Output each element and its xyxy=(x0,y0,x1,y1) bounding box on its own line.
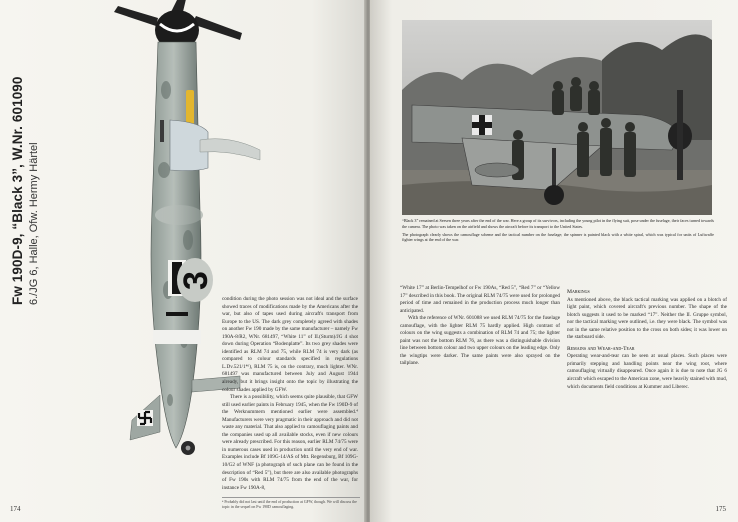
profile-caption xyxy=(10,75,50,305)
left-page xyxy=(0,0,366,522)
caption-paragraph: The photograph clearly shows the camouflage scheme and the tactical number on the fuselage; the spinner is painted black with a white spiral, which was typical for units of Luftwaffe fighter wings at the end of the war. xyxy=(402,231,714,243)
body-paragraph: “White 17” at Berlin-Tempelhof or Fw 190As, “Red 5”, “Red 7” or “Yellow 17” described in this book. The original RLM 74/75 were used for prolonged period of time and remained in the production process much longer than anticipated. xyxy=(400,285,560,314)
body-paragraph: There is a possibility, which seems quite plausible, that GFW still used earlier paints in February 1945, when the Fw 190D-9 of the Werknummern mentioned earlier were assembled.⁴ Manufacturers were very pragmatic in their approach and did not waste any material. That also applied to camouflaging paints and the companies used up all available stocks, even if new colours were already prescribed. For this reason, earlier RLM 74/75 were in numerous cases used in production until the very end of war. Examples include Bf 109G-14/AS of Mtt. Regensburg, Bf 109G-10/G2 of WNF (a photograph of such plane can be found in the description of “Red 5”), but there are also available photographs of Fw 190s with RLM 74/75 from the end of the war, for instance Fw 190A-8, xyxy=(222,394,359,491)
svg-text:3: 3 xyxy=(177,271,215,290)
left-text-column xyxy=(222,296,358,492)
photo-caption xyxy=(402,218,714,243)
section-heading-wear: Remains and Wear-and-Tear xyxy=(567,345,635,352)
profile-title: Fw 190D-9, “Black 3”, W.Nr. 601090 xyxy=(10,76,25,305)
right-page xyxy=(370,0,738,522)
right-text-column-1 xyxy=(400,285,560,368)
footnote: ⁴ Probably did not last until the end of production at GFW, though. We will discuss the topic in the sequel on Fw 190D camouflaging. xyxy=(222,497,360,510)
archival-photograph xyxy=(402,20,712,215)
right-text-column-2 xyxy=(567,285,727,391)
body-paragraph: As mentioned above, the black tactical marking was applied on a blotch of light paint, which covered aircraft's previous number. The shape of the blotch suggests it used to be marked “17”. Neither the II. Gruppe symbol, nor the tactical marking were outlined, i.e. they were black. The symbol was not in the same relative position to the cross on both sides; it was lower on the starboard side. xyxy=(567,296,727,341)
page-number: 175 xyxy=(715,505,726,513)
profile-subtitle: 6./JG 6, Halle, Ofw. Hermy Härtel xyxy=(28,142,40,305)
caption-paragraph: “Black 3” remained at Seesen three years after the end of the war. Here a group of its survivors, including the young pilot in the flying suit, pose under the fuselage, their faces turned towards the camera. The photo was taken on the airfield and shows the aircraft before its transport to the United States. xyxy=(402,218,714,229)
section-heading-markings: Markings xyxy=(567,289,590,295)
body-paragraph: condition during the photo session was not ideal and the surface showed traces of modifications made by the Americans after the war, but also of tapes used during aircraft's transport from Europe to the US. The dark grey completely agreed with shades on another Fw 190 made by the same manufacturer – namely Fw 190A-8/R2, WNr. 681497, “White 11” of II.(Sturm)/JG 4 shot down during Operation “Bodenplatte”. Its two grey shades were identified as RLM 74 and 75, while RLM 74 is very dark (as compared to colour standards specified in regulations L.Dv.521/1⁴⁶), RLM 75 is, on the contrary, much lighter. WNr. 681497 was manufactured between July and August 1944 already, but it brings insight onto the topic by illustrating the colour shades applied by GFW. xyxy=(222,296,358,393)
body-paragraph: Operating wear-and-tear can be seen at usual places. Such places were primarily stepping and handling points near the wing root, where camouflaging virtually disappeared. Once again it is due to note that JG 6 aircraft which escaped to the American zone, were heavily stained with mud, which documents field conditions at Kummer and Liberec. xyxy=(567,353,727,390)
page-number: 174 xyxy=(10,505,21,513)
body-paragraph: With the reference of WNr. 601088 we used RLM 74/75 for the fuselage camouflage, with the lighter RLM 75 hardly applied. High contrast of colours on the wing suggests a combination of RLM 74 and 75; the lighter paint was not the bottom RLM 76, as there was a distinguishable division line between bottom colour and two upper colours on the leading edge. Only the wingtips were darker. The same paints were also sprayed on the tailplane. xyxy=(400,315,560,367)
